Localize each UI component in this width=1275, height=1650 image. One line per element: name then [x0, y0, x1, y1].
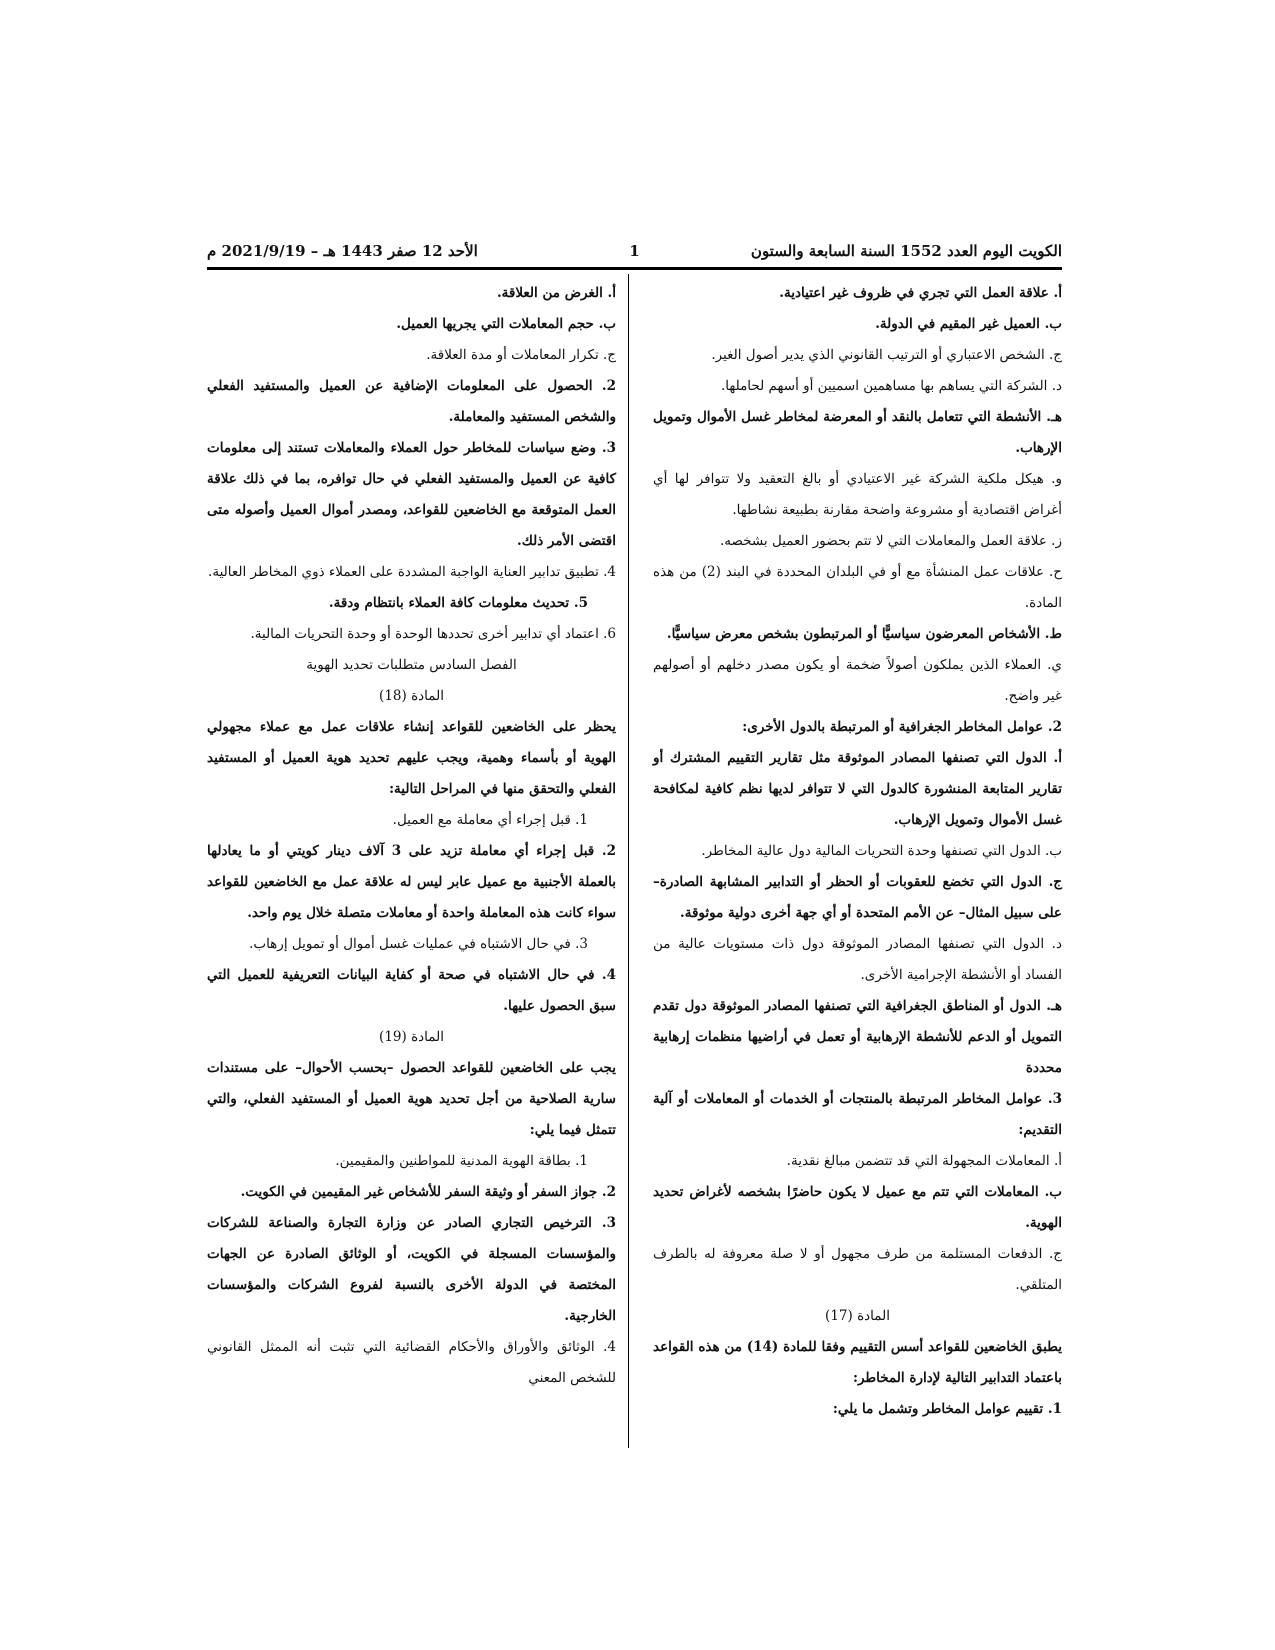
- right-column-paragraph: ح. علاقات عمل المنشأة مع أو في البلدان المحددة في البند (2) من هذه المادة.: [653, 564, 1062, 611]
- right-column-paragraph: 1. تقييم عوامل المخاطر وتشمل ما يلي:: [832, 1401, 1062, 1417]
- left-column-paragraph: 1. بطاقة الهوية المدنية للمواطنين والمقيمين.: [335, 1153, 588, 1169]
- left-column-paragraph: 2. قبل إجراء أي معاملة تزيد على 3 آلاف دينار كويتي أو ما يعادلها بالعملة الأجنبية مع عميل عابر ليس له علاقة عمل مع الخاضعين للقواعد سواء كانت هذه المعاملة واحدة أو معاملات متصلة خلال يوم واحد.: [207, 843, 616, 921]
- right-column-paragraph: د. الشركة التي يساهم بها مساهمين اسميين أو أسهم لحاملها.: [720, 378, 1062, 394]
- right-column-paragraph: ب. المعاملات التي تتم مع عميل لا يكون حاضرًا بشخصه لأغراض تحديد الهوية.: [653, 1184, 1062, 1231]
- left-column-paragraph: 3. الترخيص التجاري الصادر عن وزارة التجارة والصناعة للشركات والمؤسسات المسجلة في الكويت، أو الوثائق الصادرة عن الجهات المختصة في الدولة الأخرى بالنسبة لفروع الشركات والمؤسسات الخارجية.: [207, 1215, 616, 1324]
- right-column-paragraph: هـ. الدول أو المناطق الجغرافية التي تصنفها المصادر الموثوقة دول تقدم التمويل أو الدعم للأنشطة الإرهابية أو تعمل في أراضيها منظمات إرهابية محددة: [653, 998, 1062, 1076]
- left-column-paragraph: يجب على الخاضعين للقواعد الحصول –بحسب الأحوال– على مستندات سارية الصلاحية من أجل تحديد هوية العميل أو المستفيد الفعلي، والتي تتمثل فيما يلي:: [207, 1060, 616, 1138]
- left-column: [207, 278, 616, 1394]
- right-column-paragraph: ج. الشخص الاعتباري أو الترتيب القانوني الذي يدير أصول الغير.: [711, 347, 1062, 363]
- column-divider: [628, 274, 629, 1448]
- page-number: 1: [629, 242, 640, 260]
- right-column-paragraph: المادة (17): [825, 1308, 890, 1324]
- right-column-paragraph: د. الدول التي تصنفها المصادر الموثوقة دول ذات مستويات عالية من الفساد أو الأنشطة الإجرامية الأخرى.: [653, 936, 1062, 983]
- newspaper-page: [207, 240, 1062, 1460]
- right-column-paragraph: أ. الدول التي تصنفها المصادر الموثوقة مثل تقارير التقييم المشترك أو تقارير المتابعة المنشورة كالدول التي لا تتوافر لديها نظم كافية لمكافحة غسل الأموال وتمويل الإرهاب.: [653, 750, 1062, 828]
- right-column-paragraph: هـ. الأنشطة التي تتعامل بالنقد أو المعرضة لمخاطر غسل الأموال وتمويل الإرهاب.: [653, 409, 1062, 456]
- right-column-paragraph: ب. الدول التي تصنفها وحدة التحريات المالية دول عالية المخاطر.: [701, 843, 1062, 859]
- right-column-paragraph: و. هيكل ملكية الشركة غير الاعتيادي أو بالغ التعقيد ولا تتوافر لها أي أغراض اقتصادية أو مشروعة واضحة مقارنة بطبيعة نشاطها.: [653, 471, 1062, 518]
- left-column-paragraph: 3. في حال الاشتباه في عمليات غسل أموال أو تمويل إرهاب.: [249, 936, 588, 952]
- left-column-paragraph: 1. قبل إجراء أي معاملة مع العميل.: [392, 812, 588, 828]
- header-issue-info: الكويت اليوم العدد 1552 السنة السابعة والستون: [750, 242, 1062, 260]
- left-column-paragraph: الفصل السادس متطلبات تحديد الهوية: [306, 657, 517, 673]
- left-column-paragraph: 4. تطبيق تدابير العناية الواجبة المشددة على العملاء ذوي المخاطر العالية.: [208, 564, 616, 580]
- right-column-paragraph: ج. الدفعات المستلمة من طرف مجهول أو لا صلة معروفة له بالطرف المتلقي.: [653, 1246, 1062, 1293]
- left-column-paragraph: 2. جواز السفر أو وثيقة السفر للأشخاص غير المقيمين في الكويت.: [240, 1184, 616, 1200]
- right-column-paragraph: 2. عوامل المخاطر الجغرافية أو المرتبطة بالدول الأخرى:: [742, 719, 1062, 735]
- left-column-paragraph: المادة (19): [379, 1029, 444, 1045]
- left-column-paragraph: ج. تكرار المعاملات أو مدة العلاقة.: [426, 347, 616, 363]
- right-column: [653, 278, 1062, 1425]
- right-column-paragraph: يطبق الخاضعين للقواعد أسس التقييم وفقا للمادة (14) من هذه القواعد باعتماد التدابير التالية لإدارة المخاطر:: [653, 1339, 1062, 1386]
- left-column-paragraph: 4. الوثائق والأوراق والأحكام القضائية التي تثبت أنه الممثل القانوني للشخص المعني: [207, 1339, 616, 1386]
- left-column-paragraph: أ. الغرض من العلاقة.: [496, 285, 616, 301]
- right-column-paragraph: ب. العميل غير المقيم في الدولة.: [875, 316, 1062, 332]
- header-rule: [207, 267, 1062, 270]
- right-column-paragraph: أ. المعاملات المجهولة التي قد تتضمن مبالغ نقدية.: [786, 1153, 1062, 1169]
- left-column-paragraph: 3. وضع سياسات للمخاطر حول العملاء والمعاملات تستند إلى معلومات كافية عن العميل والمستفيد الفعلي في حال توافره، بما في ذلك علاقة العمل المتوقعة مع الخاضعين للقواعد، ومصدر أموال العميل وأصوله متى اقتضى الأمر ذلك.: [207, 440, 616, 549]
- page-header: [207, 240, 1062, 270]
- right-column-paragraph: ط. الأشخاص المعرضون سياسيًّا أو المرتبطون بشخص معرض سياسيًّا.: [666, 626, 1062, 642]
- right-column-paragraph: ي. العملاء الذين يملكون أصولاً ضخمة أو يكون مصدر دخلهم أو أصولهم غير واضح.: [653, 657, 1062, 704]
- header-date: الأحد 12 صفر 1443 هـ – 2021/9/19 م: [207, 242, 478, 260]
- left-column-paragraph: 5. تحديث معلومات كافة العملاء بانتظام ودقة.: [328, 595, 588, 611]
- right-column-paragraph: ز. علاقة العمل والمعاملات التي لا تتم بحضور العميل بشخصه.: [719, 533, 1062, 549]
- left-column-paragraph: يحظر على الخاضعين للقواعد إنشاء علاقات عمل مع عملاء مجهولي الهوية أو بأسماء وهمية، ويجب عليهم تحديد هوية العميل أو المستفيد الفعلي والتحقق منها في المراحل التالية:: [207, 719, 616, 797]
- left-column-paragraph: 2. الحصول على المعلومات الإضافية عن العميل والمستفيد الفعلي والشخص المستفيد والمعاملة.: [207, 378, 616, 425]
- right-column-paragraph: ج. الدول التي تخضع للعقوبات أو الحظر أو التدابير المشابهة الصادرة–على سبيل المثال– عن الأمم المتحدة أو أي جهة أخرى دولية موثوقة.: [653, 874, 1062, 921]
- right-column-paragraph: 3. عوامل المخاطر المرتبطة بالمنتجات أو الخدمات أو المعاملات أو آلية التقديم:: [653, 1091, 1062, 1138]
- left-column-paragraph: ب. حجم المعاملات التي يجريها العميل.: [396, 316, 616, 332]
- left-column-paragraph: 6. اعتماد أي تدابير أخرى تحددها الوحدة أو وحدة التحريات المالية.: [250, 626, 616, 642]
- left-column-paragraph: المادة (18): [379, 688, 444, 704]
- right-column-paragraph: أ. علاقة العمل التي تجري في ظروف غير اعتيادية.: [779, 285, 1062, 301]
- left-column-paragraph: 4. في حال الاشتباه في صحة أو كفاية البيانات التعريفية للعميل التي سبق الحصول عليها.: [207, 967, 616, 1014]
